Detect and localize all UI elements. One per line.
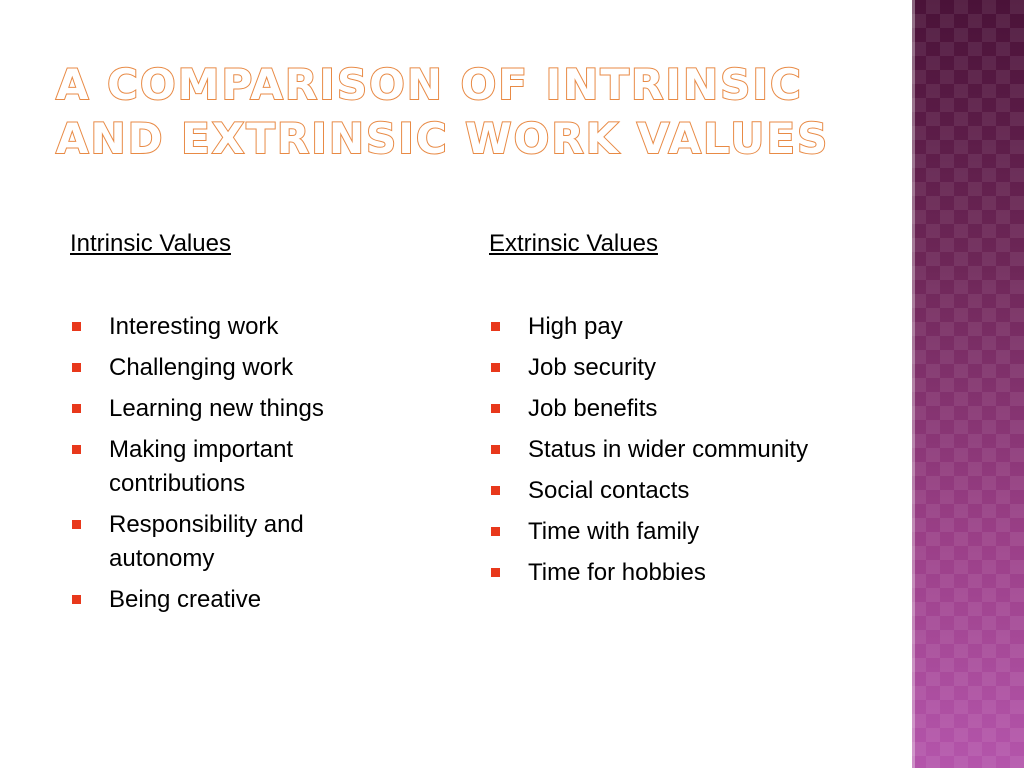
list-item [489, 474, 889, 508]
square-bullet-icon [72, 520, 81, 529]
list-item [70, 508, 389, 576]
square-bullet-icon [491, 363, 500, 372]
list-item-text: Job security [528, 354, 657, 381]
square-bullet-icon [491, 404, 500, 413]
square-bullet-icon [491, 322, 500, 331]
square-bullet-icon [72, 595, 81, 604]
list-item [489, 351, 889, 385]
side-band-edge [912, 0, 915, 768]
list-item-text: Challenging work [109, 354, 294, 381]
intrinsic-values-list [70, 310, 430, 617]
square-bullet-icon [72, 404, 81, 413]
list-item-text: Interesting work [109, 313, 279, 340]
list-item-text: High pay [528, 313, 623, 340]
diamond-pattern [912, 0, 1024, 768]
list-item [489, 310, 889, 344]
list-item-text: Time for hobbies [528, 559, 706, 586]
intrinsic-values-column [70, 228, 430, 624]
list-item [70, 433, 359, 501]
square-bullet-icon [491, 568, 500, 577]
list-item-text: Being creative [109, 586, 262, 613]
square-bullet-icon [72, 363, 81, 372]
extrinsic-values-heading: Extrinsic Values [489, 230, 658, 257]
list-item-text: Job benefits [528, 395, 658, 422]
square-bullet-icon [491, 527, 500, 536]
list-item [70, 310, 430, 344]
square-bullet-icon [491, 486, 500, 495]
decorative-side-band [912, 0, 1024, 768]
list-item-text: Responsibility and autonomy [109, 511, 304, 572]
square-bullet-icon [72, 322, 81, 331]
list-item [489, 433, 889, 467]
square-bullet-icon [72, 445, 81, 454]
square-bullet-icon [491, 445, 500, 454]
list-item-text: Social contacts [528, 477, 690, 504]
list-item-text: Time with family [528, 518, 700, 545]
list-item [489, 515, 889, 549]
extrinsic-values-column [489, 228, 889, 597]
list-item [70, 351, 430, 385]
list-item [70, 392, 430, 426]
list-item-text: Making important contributions [109, 436, 294, 497]
intrinsic-values-heading: Intrinsic Values [70, 230, 231, 257]
list-item [489, 556, 889, 590]
list-item-text: Learning new things [109, 395, 324, 422]
extrinsic-values-list [489, 310, 889, 590]
list-item [70, 583, 430, 617]
list-item [489, 392, 889, 426]
slide-title: A COMPARISON OF INTRINSIC AND EXTRINSIC WORK VALUES [56, 60, 830, 163]
list-item-text: Status in wider community [528, 436, 809, 463]
